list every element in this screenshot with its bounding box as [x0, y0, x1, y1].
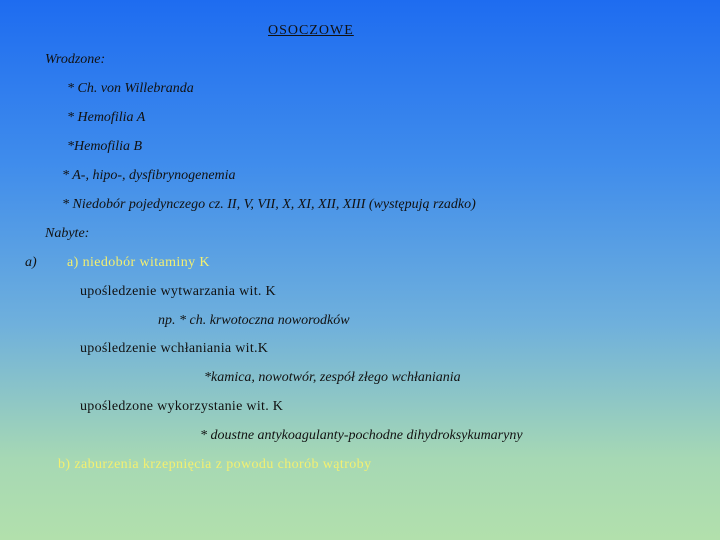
congenital-item: *Hemofilia B	[67, 139, 143, 154]
section-example: np. * ch. krwotoczna noworodków	[158, 313, 350, 328]
acquired-heading: Nabyte:	[45, 226, 90, 241]
page-title: OSOCZOWE	[268, 23, 354, 38]
liver-disease-heading: b) zaburzenia krzepnięcia z powodu chorób wątroby	[58, 457, 372, 472]
congenital-heading: Wrodzone:	[45, 52, 106, 67]
section-example: * doustne antykoagulanty-pochodne dihydroksykumaryny	[200, 428, 523, 443]
vitamin-k-deficiency-heading: a) niedobór witaminy K	[67, 255, 210, 270]
section-label: upośledzenie wchłaniania wit.K	[80, 341, 269, 356]
section-label: upośledzenie wytwarzania wit. K	[80, 284, 276, 299]
congenital-item: * Niedobór pojedynczego cz. II, V, VII, X, XI, XII, XIII (występują rzadko)	[62, 197, 476, 212]
congenital-item: * A-, hipo-, dysfibrynogenemia	[62, 168, 236, 183]
list-marker: a)	[25, 255, 37, 270]
section-label: upośledzone wykorzystanie wit. K	[80, 399, 284, 414]
congenital-item: * Ch. von Willebranda	[67, 81, 194, 96]
congenital-item: * Hemofilia A	[67, 110, 146, 125]
section-example: *kamica, nowotwór, zespół złego wchłaniania	[204, 370, 461, 385]
